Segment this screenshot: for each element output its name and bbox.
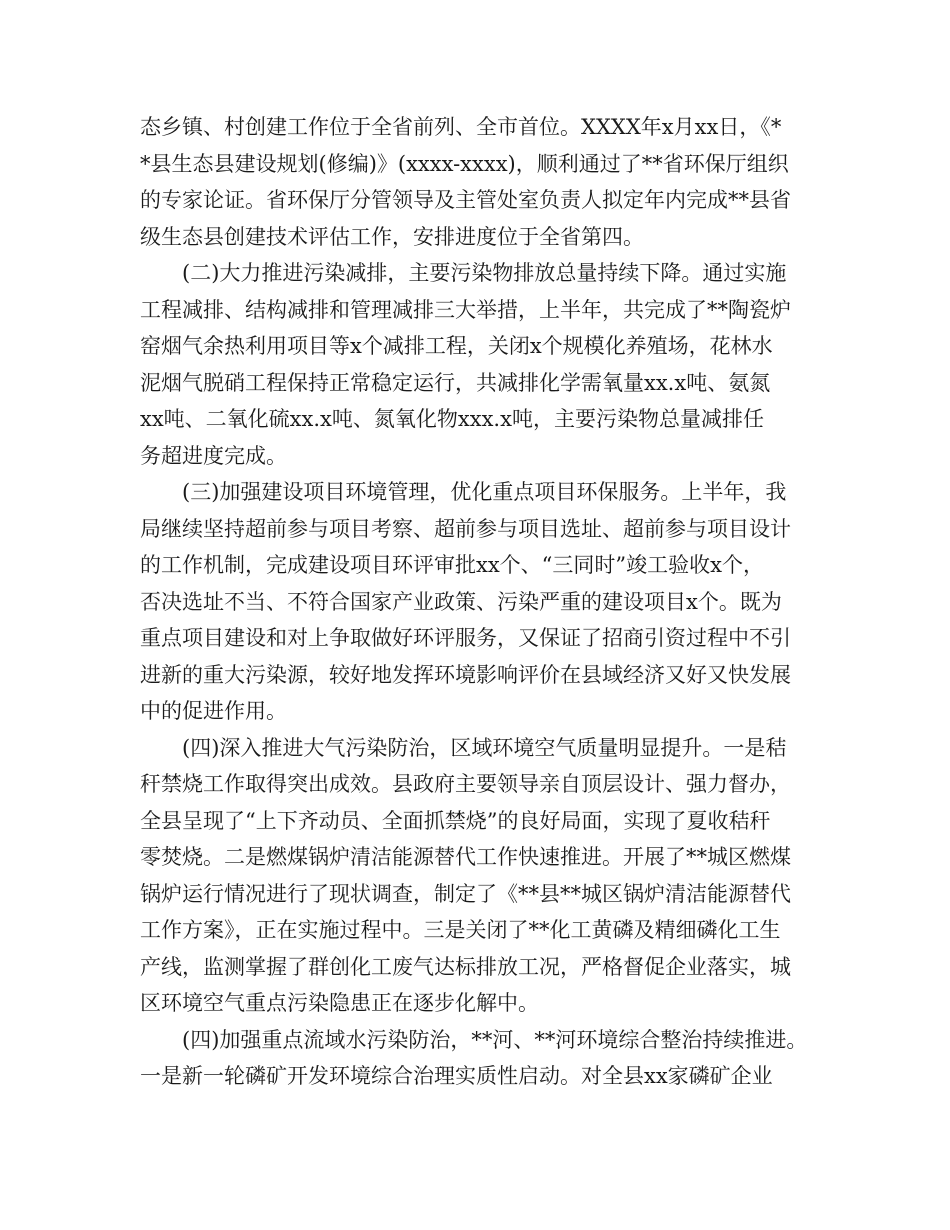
text-line: xx吨、二氧化硫xx.x吨、氮氧化物xxx.x吨，主要污染物总量减排任 — [140, 407, 764, 431]
text-line: 泥烟气脱硝工程保持正常稳定运行，共减排化学需氧量xx.x吨、氨氮 — [140, 370, 771, 395]
text-line: *县生态县建设规划(修编)》(xxxx-xxxx)，顺利通过了**省环保厅组织 — [140, 151, 789, 176]
text-line: 否决选址不当、不符合国家产业政策、污染严重的建设项目x个。既为 — [140, 589, 782, 614]
text-line: 进新的重大污染源，较好地发挥环境影响评价在县域经济又好又快发展 — [140, 662, 791, 687]
text-line: 窑烟气余热利用项目等x个减排工程，关闭x个规模化养殖场，花林水 — [140, 334, 773, 358]
text-line: 锅炉运行情况进行了现状调查，制定了《**县**城区锅炉清洁能源替代 — [140, 881, 791, 906]
paragraph-first-line: (二)大力推进污染减排，主要污染物排放总量持续下降。通过实施 — [182, 261, 787, 285]
text-line: 全县呈现了“上下齐动员、全面抓禁烧”的良好局面，实现了夏收秸秆 — [140, 808, 771, 833]
text-line: 的专家论证。省环保厅分管领导及主管处室负责人拟定年内完成**县省 — [140, 188, 791, 212]
text-line: 一是新一轮磷矿开发环境综合治理实质性启动。对全县xx家磷矿企业 — [140, 1064, 773, 1088]
paragraph-first-line: (三)加强建设项目环境管理，优化重点项目环保服务。上半年，我 — [182, 480, 787, 504]
text-line: 态乡镇、村创建工作位于全省前列、全市首位。XXXX年x月xx日，《* — [140, 115, 782, 139]
text-line: 产线，监测掌握了群创化工废气达标排放工况，严格督促企业落实，城 — [140, 954, 791, 979]
text-line: 中的促进作用。 — [140, 699, 287, 723]
paragraph-first-line: (四)深入推进大气污染防治，区域环境空气质量明显提升。一是秸 — [182, 735, 787, 760]
document-body — [140, 109, 830, 1095]
text-line: 级生态县创建技术评估工作，安排进度位于全省第四。 — [140, 224, 644, 249]
text-line: 务超进度完成。 — [140, 443, 287, 468]
text-line: 工作方案》，正在实施过程中。三是关闭了**化工黄磷及精细磷化工生 — [140, 918, 781, 942]
paragraph-first-line: (四)加强重点流域水污染防治，**河、**河环境综合整治持续推进。 — [182, 1027, 808, 1052]
text-line: 局继续坚持超前参与项目考察、超前参与项目选址、超前参与项目设计 — [140, 516, 791, 541]
text-line: 的工作机制，完成建设项目环评审批xx个、“三同时”竣工验收x个， — [140, 553, 764, 577]
text-line: 区环境空气重点污染隐患正在逐步化解中。 — [140, 991, 539, 1015]
text-line: 工程减排、结构减排和管理减排三大举措，上半年，共完成了**陶瓷炉 — [140, 297, 791, 322]
text-line: 秆禁烧工作取得突出成效。县政府主要领导亲自顶层设计、强力督办， — [140, 772, 791, 796]
text-line: 重点项目建设和对上争取做好环评服务，又保证了招商引资过程中不引 — [140, 626, 791, 650]
text-line: 零焚烧。二是燃煤锅炉清洁能源替代工作快速推进。开展了**城区燃煤 — [140, 845, 791, 869]
